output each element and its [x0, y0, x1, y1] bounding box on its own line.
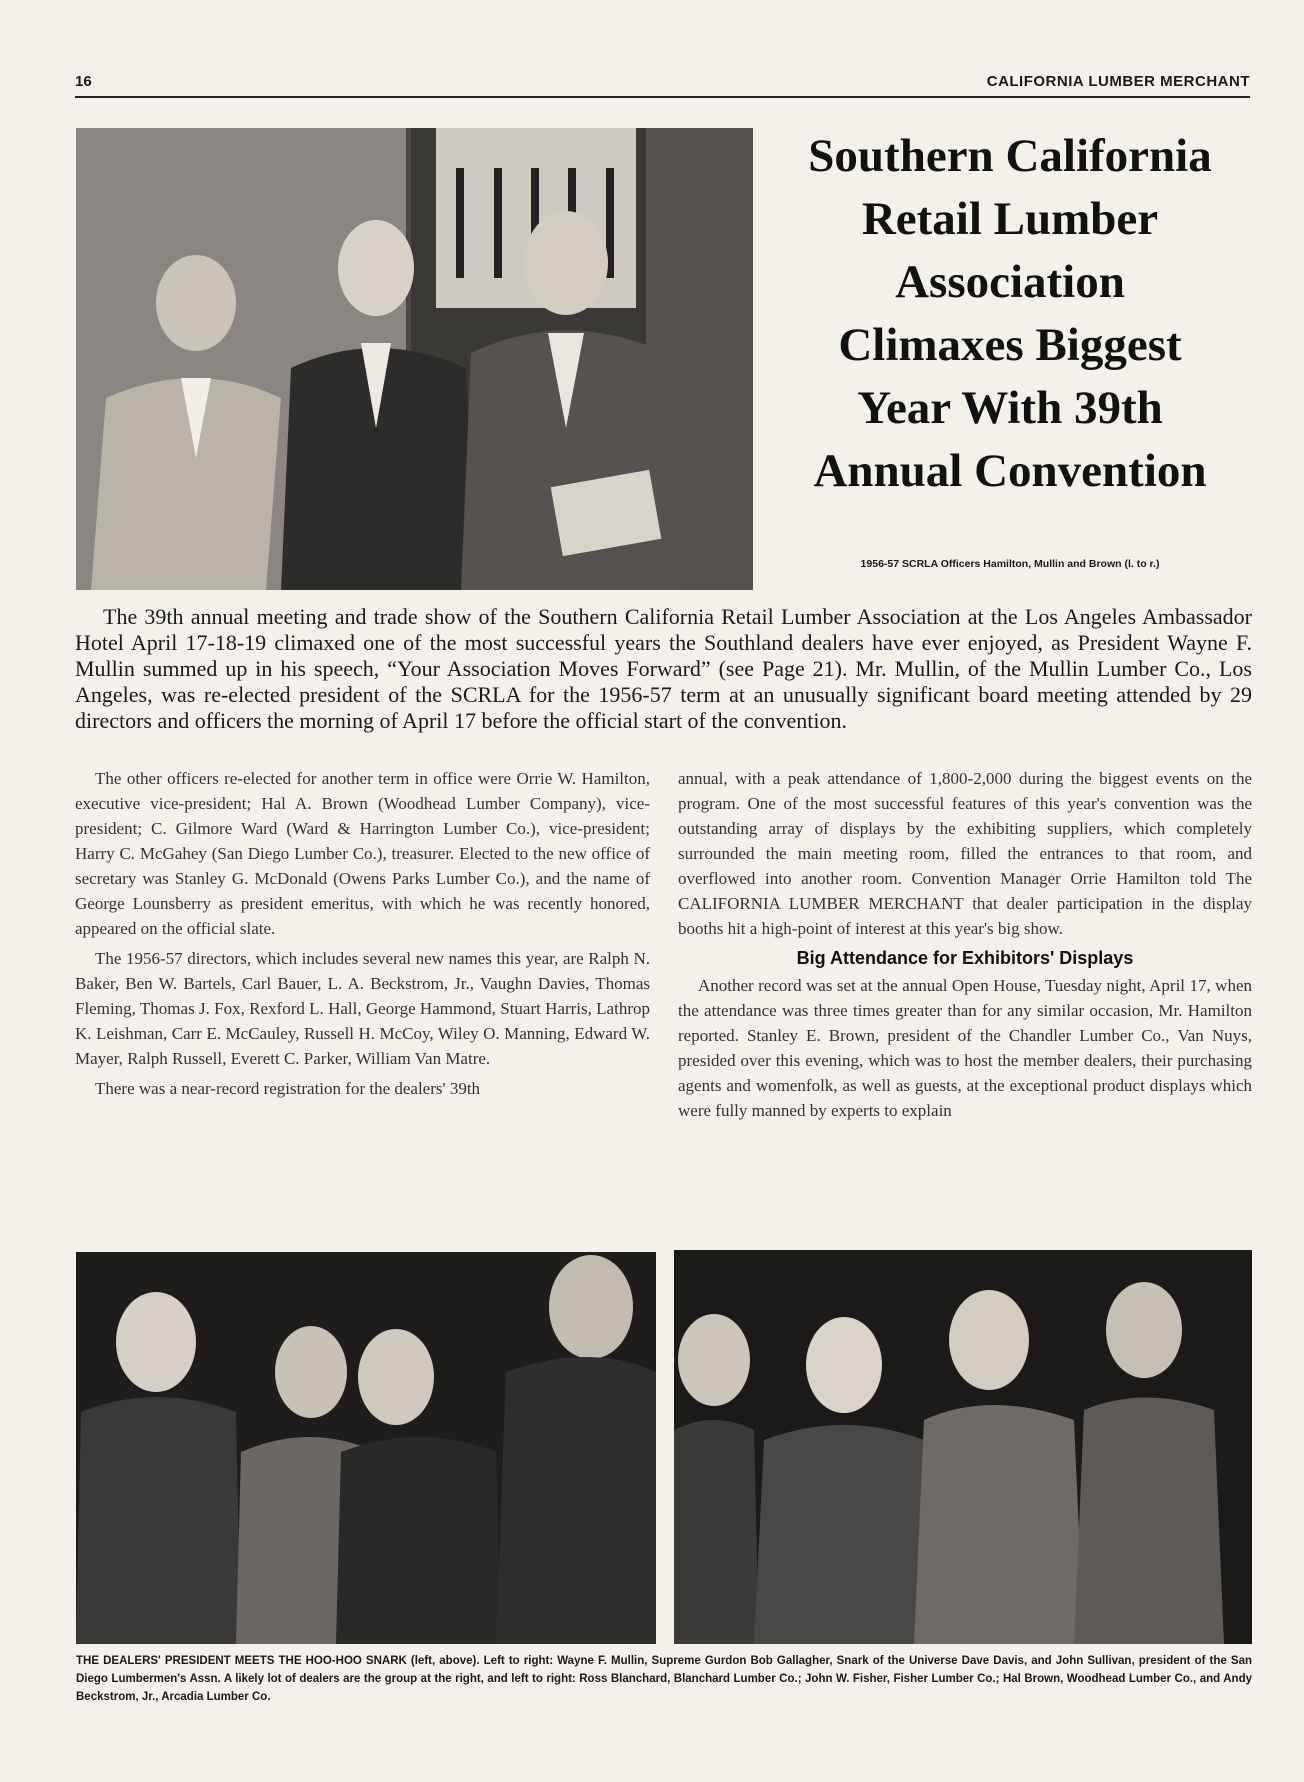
- body-paragraph: Another record was set at the annual Open House, Tuesday night, April 17, when the attendance was three times greater than for any similar occasion, Mr. Hamilton reported. Stanley E. Brown, president of the Chandler Lumber Co., Van Nuys, presided over this evening, which was to host the member dealers, their purchasing agents and womenfolk, as well as guests, at the exceptional product displays which were fully manned by experts to explain: [678, 976, 1252, 1120]
- headline-line: Association: [895, 256, 1125, 308]
- left-column: [75, 766, 650, 1106]
- body-paragraph: The other officers re-elected for another term in office were Orrie W. Hamilton, executive vice-president; Hal A. Brown (Woodhead Lumber Company), vice-president; C. Gilmore Ward (Ward & Harrington Lumber Co.), vice-president; Harry C. McGahey (San Diego Lumber Co.), treasurer. Elected to the new office of secretary was Stanley G. McDonald (Owens Parks Lumber Co.), and the name of George Lounsberry as president emeritus, with which he was recently honored, appeared on the official slate.: [75, 769, 650, 938]
- section-subheading: Big Attendance for Exhibitors' Displays: [796, 948, 1134, 968]
- headline-line: Southern California: [808, 130, 1212, 182]
- page-header: [75, 70, 1250, 98]
- headline-line: Year With 39th: [857, 382, 1163, 434]
- headline-line: Retail Lumber: [861, 193, 1159, 245]
- page-number: 16: [75, 73, 92, 90]
- hoo-hoo-photo: [76, 1252, 656, 1644]
- headline-line: Annual Convention: [813, 445, 1207, 497]
- body-paragraph: The 1956-57 directors, which includes several new names this year, are Ralph N. Baker, Ben W. Bartels, Carl Bauer, L. A. Beckstrom, Jr., Vaughn Davies, Thomas Fleming, Thomas J. Fox, Rexford L. Hall, George Hammond, Stuart Harris, Lathrop K. Leishman, Carr E. McCauley, Russell H. McCoy, Wiley O. Manning, Edward W. Mayer, Ralph Russell, Everett C. Parker, William Van Matre.: [75, 949, 650, 1068]
- publication-title: CALIFORNIA LUMBER MERCHANT: [986, 73, 1250, 90]
- lead-paragraph: The 39th annual meeting and trade show of the Southern California Retail Lumber Association at the Los Angeles Ambassador Hotel April 17-18-19 climaxed one of the most successful years the Southland dealers have ever enjoyed, as President Wayne F. Mullin summed up in his speech, “Your Association Moves Forward” (see Page 21). Mr. Mullin, of the Mullin Lumber Co., Los Angeles, was re-elected president of the SCRLA for the 1956-57 term at an unusually significant board meeting attended by 29 directors and officers the morning of April 17 before the official start of the convention.: [75, 604, 1252, 733]
- officers-photo-caption: 1956-57 SCRLA Officers Hamilton, Mullin and Brown (l. to r.): [860, 558, 1160, 570]
- bottom-photos-caption: THE DEALERS' PRESIDENT MEETS THE HOO-HOO SNARK (left, above). Left to right: Wayne F. Mullin, Supreme Gurdon Bob Gallagher, Snark of the Universe Dave Davis, and John Sullivan, president of the San Diego Lumbermen's Assn. A likely lot of dealers are the group at the right, and left to right: Ross Blanchard, Blanchard Lumber Co.; John W. Fisher, Fisher Lumber Co.; Hal Brown, Woodhead Lumber Co., and Andy Beckstrom, Jr., Arcadia Lumber Co.: [76, 1655, 1252, 1703]
- body-paragraph: There was a near-record registration for the dealers' 39th: [95, 1079, 481, 1098]
- dealers-photo: [674, 1250, 1252, 1644]
- headline-line: Climaxes Biggest: [838, 319, 1182, 371]
- body-paragraph: annual, with a peak attendance of 1,800-2,000 during the biggest events on the program. One of the most successful features of this year's convention was the outstanding array of displays by the exhibiting suppliers, which completely surrounded the main meeting room, filled the entrances to that room, and overflowed into another room. Convention Manager Orrie Hamilton told The CALIFORNIA LUMBER MERCHANT that dealer participation in the display booths hit a high-point of interest at this year's big show.: [678, 769, 1252, 938]
- officers-photo: [76, 128, 753, 590]
- right-column: [678, 766, 1252, 1128]
- article-headline: [770, 125, 1250, 503]
